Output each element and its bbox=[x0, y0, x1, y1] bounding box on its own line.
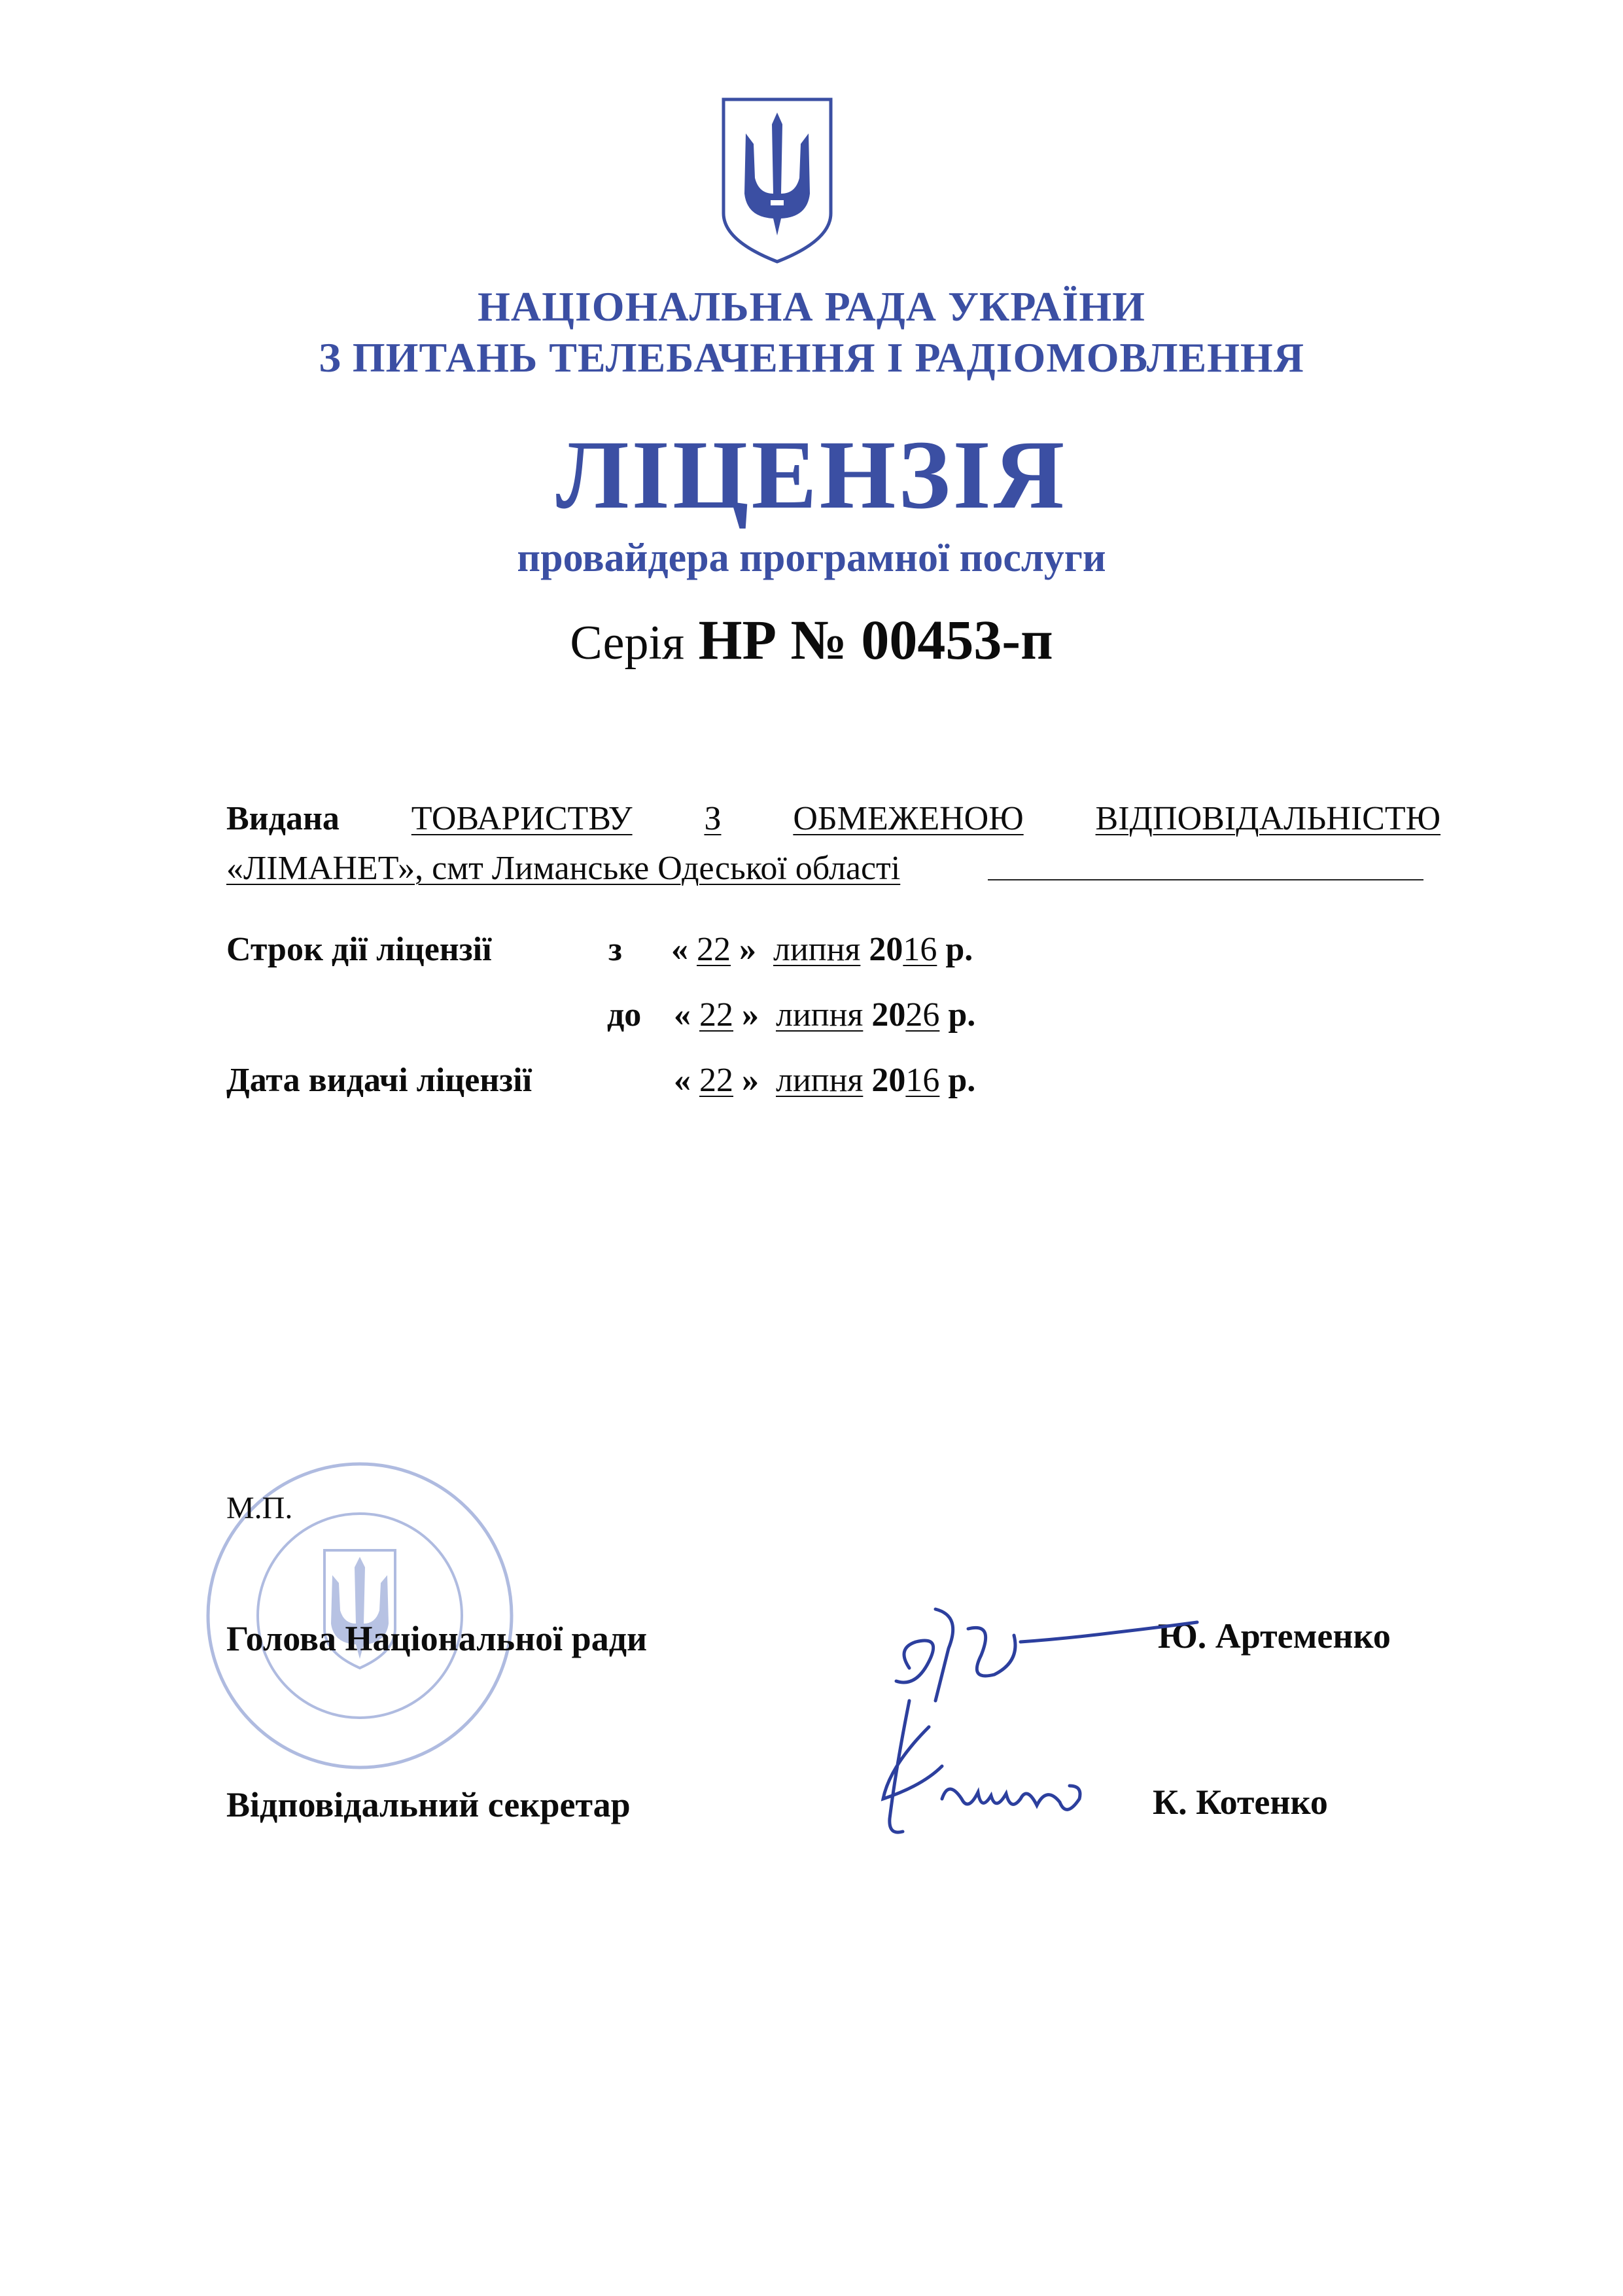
quote-close: » bbox=[742, 996, 759, 1034]
council-name-line1: НАЦІОНАЛЬНА РАДА УКРАЇНИ bbox=[478, 283, 1145, 330]
coat-of-arms-icon bbox=[718, 96, 836, 266]
term-to-month: липня bbox=[776, 996, 864, 1034]
year-unit: р. bbox=[948, 996, 976, 1034]
term-from-month: липня bbox=[773, 931, 861, 968]
quote-close: » bbox=[739, 931, 756, 968]
issue-day: 22 bbox=[699, 1062, 733, 1099]
term-from-year-prefix: 20 bbox=[869, 931, 903, 968]
year-unit: р. bbox=[945, 931, 973, 968]
term-from-prefix: з bbox=[608, 931, 622, 968]
year-unit: р. bbox=[948, 1062, 976, 1099]
document-title: ЛІЦЕНЗІЯ bbox=[555, 421, 1068, 529]
quote-open: « bbox=[674, 996, 691, 1034]
term-from-year-suffix: 16 bbox=[903, 931, 937, 968]
recipient-word: ОБМЕЖЕНОЮ bbox=[793, 800, 1024, 837]
term-to-prefix: до bbox=[607, 996, 642, 1034]
term-to-date bbox=[674, 996, 975, 1034]
recipient-line2: «ЛІМАНЕТ», смт Лиманське Одеської області bbox=[226, 850, 901, 887]
recipient-word: З bbox=[704, 800, 722, 837]
quote-open: « bbox=[671, 931, 688, 968]
seal-label: М.П. bbox=[226, 1491, 293, 1525]
series-line bbox=[0, 607, 1623, 672]
head-title: Голова Національної ради bbox=[226, 1619, 648, 1658]
fill-line bbox=[988, 879, 1423, 880]
issued-label: Видана bbox=[226, 800, 340, 837]
issue-date bbox=[674, 1061, 975, 1100]
term-to-day: 22 bbox=[699, 996, 733, 1034]
issue-date-label: Дата видачі ліцензії bbox=[226, 1062, 532, 1099]
secretary-title: Відповідальний секретар bbox=[226, 1785, 631, 1824]
term-from-day: 22 bbox=[697, 931, 731, 968]
issued-to-row bbox=[226, 799, 1440, 838]
head-name: Ю. Артеменко bbox=[1158, 1616, 1391, 1656]
quote-open: « bbox=[674, 1062, 691, 1099]
issue-month: липня bbox=[776, 1062, 864, 1099]
term-to-year-suffix: 26 bbox=[905, 996, 940, 1034]
document-subtitle: провайдера програмної послуги bbox=[517, 536, 1106, 580]
issue-year-suffix: 16 bbox=[905, 1062, 940, 1099]
issue-year-prefix: 20 bbox=[871, 1062, 906, 1099]
term-to-year-prefix: 20 bbox=[871, 996, 906, 1034]
series-label: Серія bbox=[570, 616, 685, 670]
quote-close: » bbox=[742, 1062, 759, 1099]
term-label: Строк дії ліцензії bbox=[226, 931, 492, 968]
series-number: НР № 00453-п bbox=[698, 608, 1053, 671]
term-from-date bbox=[671, 930, 973, 969]
secretary-signature bbox=[850, 1688, 1099, 1845]
recipient-word: ТОВАРИСТВУ bbox=[411, 800, 633, 837]
secretary-name: К. Котенко bbox=[1153, 1783, 1328, 1822]
issued-to-line1 bbox=[226, 799, 1440, 838]
recipient-word: ВІДПОВІДАЛЬНІСТЮ bbox=[1095, 800, 1441, 837]
council-name-line2: З ПИТАНЬ ТЕЛЕБАЧЕННЯ І РАДІОМОВЛЕННЯ bbox=[319, 334, 1304, 381]
